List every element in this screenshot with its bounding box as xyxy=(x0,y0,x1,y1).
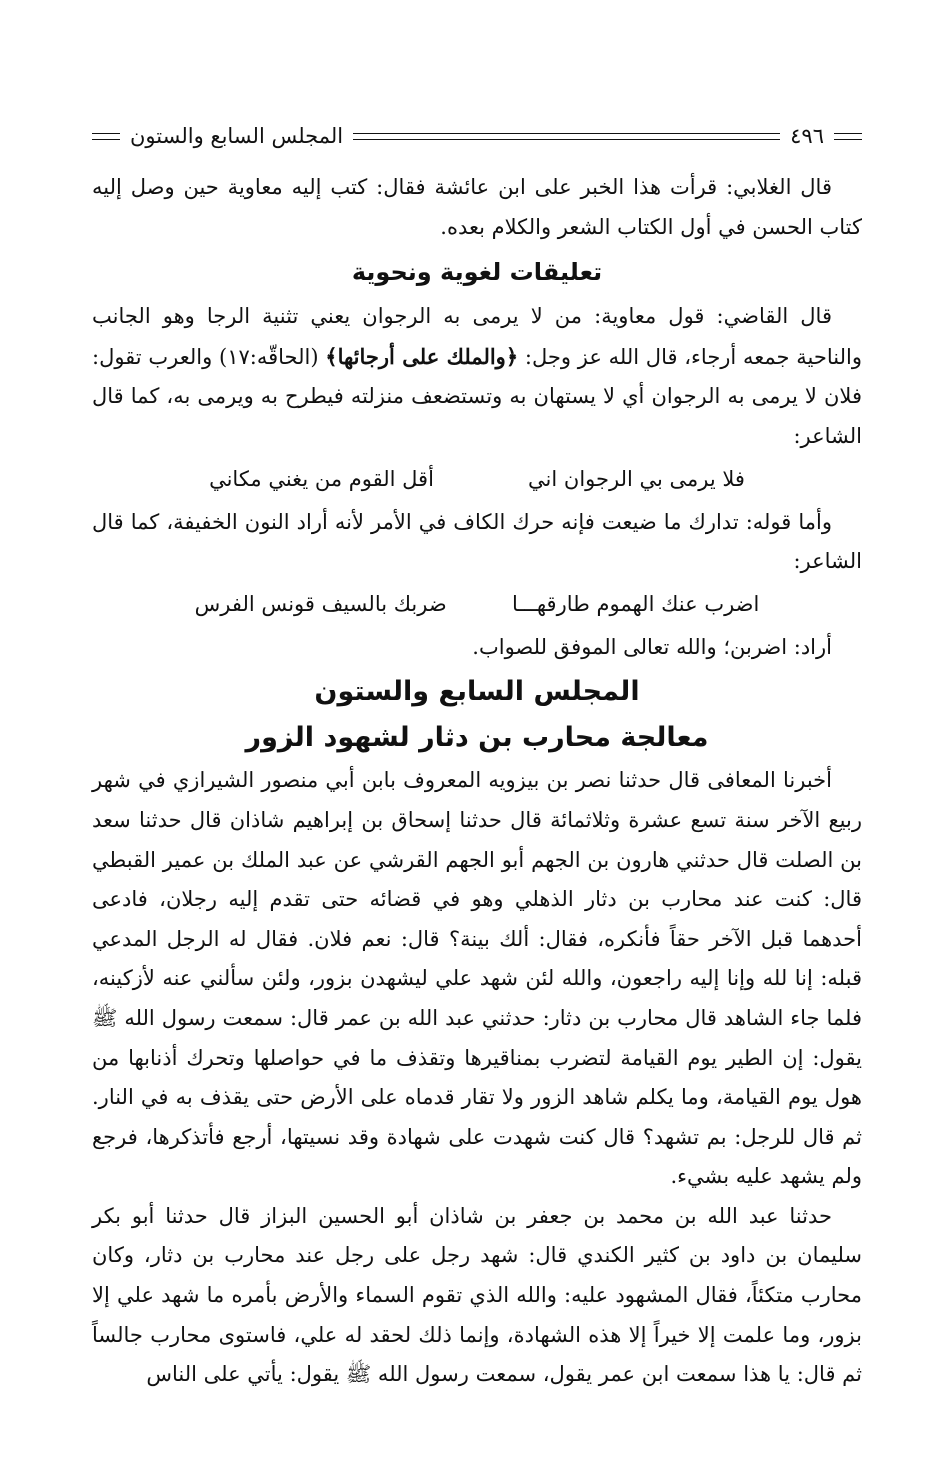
paragraph: وأما قوله: تدارك ما ضيعت فإنه حرك الكاف في الأمر لأنه أراد النون الخفيفة، كما قال الشاعر: xyxy=(92,509,862,574)
poetry-verse xyxy=(92,457,862,503)
page-body xyxy=(92,168,862,1395)
running-title: المجلس السابع والستون xyxy=(130,123,344,148)
paragraph: قال الغلابي: قرأت هذا الخبر على ابن عائشة فقال: كتب إليه معاوية حين وصل إليه كتاب الحسن في أول الكتاب الشعر والكلام بعده. xyxy=(92,175,862,239)
chapter-title: المجلس السابع والستون xyxy=(314,676,640,708)
header-rule xyxy=(92,133,120,140)
page-number: ٤٩٦ xyxy=(790,123,824,148)
poetry-verse xyxy=(92,582,862,628)
section-heading: تعليقات لغوية ونحوية xyxy=(351,258,603,287)
verse-first-hemistich: فلا يرمى بي الرجوان اني xyxy=(528,466,745,491)
verse-second-hemistich: أقل القوم من يغني مكاني xyxy=(209,466,434,491)
paragraph xyxy=(92,297,862,456)
paragraph: أراد: اضربن؛ والله تعالى الموفق للصواب. xyxy=(472,634,832,659)
verse-first-hemistich: اضرب عنك الهموم طارقهـــا xyxy=(512,591,760,616)
header-rule xyxy=(834,133,862,140)
paragraph-text: قال القاضي: قول معاوية: من لا يرمى به الرجوان يعني تثنية الرجا وهو الجانب والناحية جمعه أرجاء، قال الله عز وجل: xyxy=(92,304,862,369)
paragraph-text: (الحاقّه:١٧) والعرب تقول: فلان لا يرمى به الرجوان أي لا يستهان به وتستضعف منزلته فيطرح به ويرمى به، كما قال الشاعر: xyxy=(92,344,862,448)
paragraph: أخبرنا المعافى قال حدثنا نصر بن بيزويه المعروف بابن أبي منصور الشيرازي في شهر ربيع الآخر سنة تسع عشرة وثلاثمائة قال حدثنا إسحاق بن إبراهيم شاذان قال حدثنا سعد بن الصلت قال حدثني هارون بن الجهم أبو الجهم القرشي عن عبد الملك بن عمير القبطي قال: كنت عند محارب بن دثار الذهلي وهو في قضائه حتى تقدم إليه رجلان، فادعى أحدهما قبل الآخر حقاً فأنكره، فقال: ألك بينة؟ قال: نعم فلان. فقال له الرجل المدعي قبله: إنا لله وإنا إليه راجعون، والله لئن شهد علي ليشهدن بزور، ولئن سألني عنه لأزكينه، فلما جاء الشاهد قال محارب بن دثار: حدثني عبد الله بن عمر قال: سمعت رسول الله ﷺ يقول: إن الطير يوم القيامة لتضرب بمناقيرها وتقذف ما في حواصلها وتحرك أذنابها من هول يوم القيامة، وما يكلم شاهد الزور ولا تقار قدماه على الأرض حتى يقذف به في النار. ثم قال للرجل: بم تشهد؟ قال كنت شهدت على شهادة وقد نسيتها، أرجع فأتذكرها، فرجع ولم يشهد عليه بشيء. xyxy=(92,768,862,1189)
chapter-subtitle: معالجة محارب بن دثار لشهود الزور xyxy=(245,722,709,754)
verse-second-hemistich: ضربك بالسيف قونس الفرس xyxy=(194,591,447,616)
paragraph: حدثنا عبد الله بن محمد بن جعفر بن شاذان أبو الحسين البزاز قال حدثنا أبو بكر سليمان بن داود بن كثير الكندي قال: شهد رجل على رجل عند محارب بن دثار، وكان محارب متكئاً، فقال المشهود عليه: والله الذي تقوم السماء والأرض بأمره ما شهد علي إلا بزور، وما علمت إلا خيراً إلا هذه الشهادة، وإنما ذلك لحقد له علي، فاستوى محارب جالساً ثم قال: يا هذا سمعت ابن عمر يقول، سمعت رسول الله ﷺ يقول: يأتي على الناس xyxy=(92,1203,862,1387)
running-header xyxy=(92,118,862,154)
header-rule xyxy=(353,133,780,140)
quran-quote: ﴿والملك على أرجائها﴾ xyxy=(325,343,519,369)
